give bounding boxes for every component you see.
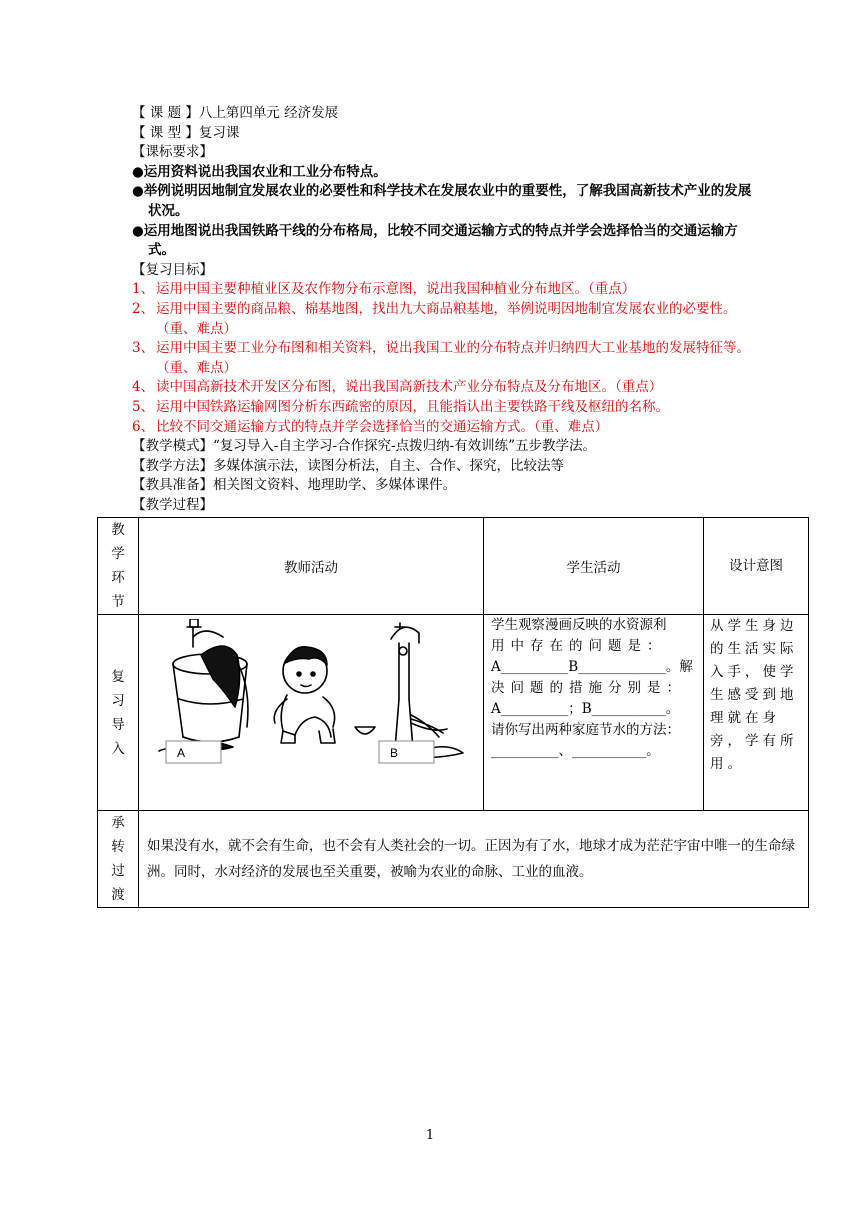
stage-char: 导 [111,716,125,733]
student-text-line: 请你写出两种家庭节水的方法： [491,722,680,738]
student-text-line: 决问题的措施分别是： [491,680,686,696]
method-value: 多媒体演示法，读图分析法，自主、合作、探究，比较法等 [213,457,564,474]
objective-number: 3、 [132,340,155,357]
objective-item [132,339,756,378]
standard-item: ●运用资料说出我国农业和工业分布特点。 [132,163,387,180]
tools-value: 相关图文资料、地理助学、多媒体课件。 [213,477,456,494]
mode-label: 【教学模式】 [132,438,213,455]
type-label: 【 课 型 】 [132,124,199,141]
objective-item [132,378,756,398]
stage-char: 渡 [111,887,125,903]
mode-line [132,437,772,457]
student-activity-cell [484,615,704,811]
standard-item: ●举例说明因地制宜发展农业的必要性和科学技术在发展农业中的重要性，了解我国高新技术产业的发展状况。 [132,183,752,219]
student-text-line: A__________；B___________。 [491,701,680,717]
page-number: 1 [425,1128,435,1143]
header-student-cell: 学生活动 [484,518,704,615]
cartoon-drawing [143,619,483,769]
stage-char: 承 [111,815,125,831]
tools-label: 【教具准备】 [132,477,213,494]
stage-char: 过 [111,863,125,879]
objectives-heading: 【复习目标】 [132,261,213,278]
header-stage-cell [98,518,139,615]
table-row-transition [98,811,809,908]
objective-text: 运用中国主要工业分布图和相关资料，说出我国工业的分布特点并归纳四大工业基地的发展特征等。（重、难点） [156,340,750,376]
objective-number: 5、 [132,398,155,415]
stage-char: 节 [111,594,125,610]
method-label: 【教学方法】 [132,457,213,474]
objective-item [132,418,756,438]
stage-char: 转 [111,839,125,855]
objective-item [132,280,756,300]
objective-text: 运用中国铁路运输网图分析东西疏密的原因，且能指认出主要铁路干线及枢纽的名称。 [156,398,669,415]
topic-value: 八上第四单元 经济发展 [198,105,339,121]
objective-number: 6、 [132,418,155,435]
process-heading: 【教学过程】 [132,496,213,513]
stage-char: 复 [111,668,125,685]
student-text-line: 用中存在的问题是： [491,638,667,654]
topic-line [132,104,772,124]
objective-text: 读中国高新技术开发区分布图，说出我国高新技术产业分布特点及分布地区。（重点） [156,379,663,396]
teacher-activity-cell [139,615,484,811]
type-line [132,124,772,144]
topic-label: 【 课 题 】 [132,105,199,121]
label-a: A [177,746,186,760]
objective-number: 1、 [132,281,155,298]
header-design-cell: 设计意图 [704,518,809,615]
table-header-row [98,518,809,615]
stage-char: 教 [111,522,125,538]
design-intent-cell: 从学生身边的生活实际入手，使学生感受到地理就在身旁，学有所用。 [704,615,809,811]
objective-text: 运用中国主要的商品粮、棉基地图，找出九大商品粮基地，举例说明因地制宜发展农业的必要性。（重、难点） [156,300,737,337]
transition-text-cell: 如果没有水，就不会有生命，也不会有人类社会的一切。正因为有了水，地球才成为茫茫宇宙中唯一的生命绿洲。同时，水对经济的发展也至关重要，被喻为农业的命脉、工业的血液。 [139,811,809,908]
type-value: 复习课 [198,124,240,141]
stage-char: 学 [111,546,125,562]
standard-item: ●运用地图说出我国铁路干线的分布格局，比较不同交通运输方式的特点并学会选择恰当的交通运输方式。 [132,222,738,259]
teaching-process-table [97,517,809,908]
standards-heading: 【课标要求】 [132,144,213,161]
student-text-line: A__________B_____________。解 [491,659,693,675]
objective-item [132,300,756,339]
stage-char: 环 [111,570,125,586]
stage-cell-transition [98,811,139,908]
table-row-review [98,615,809,811]
label-b: B [390,746,399,760]
lesson-header [132,104,772,515]
objective-number: 4、 [132,379,155,396]
objective-item [132,398,756,418]
objective-text: 比较不同交通运输方式的特点并学会选择恰当的交通运输方式。（重、难点） [156,418,609,435]
student-text-line: 学生观察漫画反映的水资源利 [491,617,667,633]
tools-line [132,476,772,496]
mode-value: “复习导入-自主学习-合作探究-点拨归纳-有效训练”五步教学法。 [213,438,597,455]
student-text-line: __________、___________。 [491,743,660,759]
objective-text: 运用中国主要种植业区及农作物分布示意图，说出我国种植业分布地区。（重点） [156,281,636,298]
stage-char: 入 [111,740,125,757]
stage-char: 习 [111,692,125,709]
water-cartoon-image [143,619,483,769]
stage-cell-review [98,615,139,811]
header-teacher-cell: 教师活动 [139,518,484,615]
objective-number: 2、 [132,300,155,317]
method-line [132,457,772,477]
